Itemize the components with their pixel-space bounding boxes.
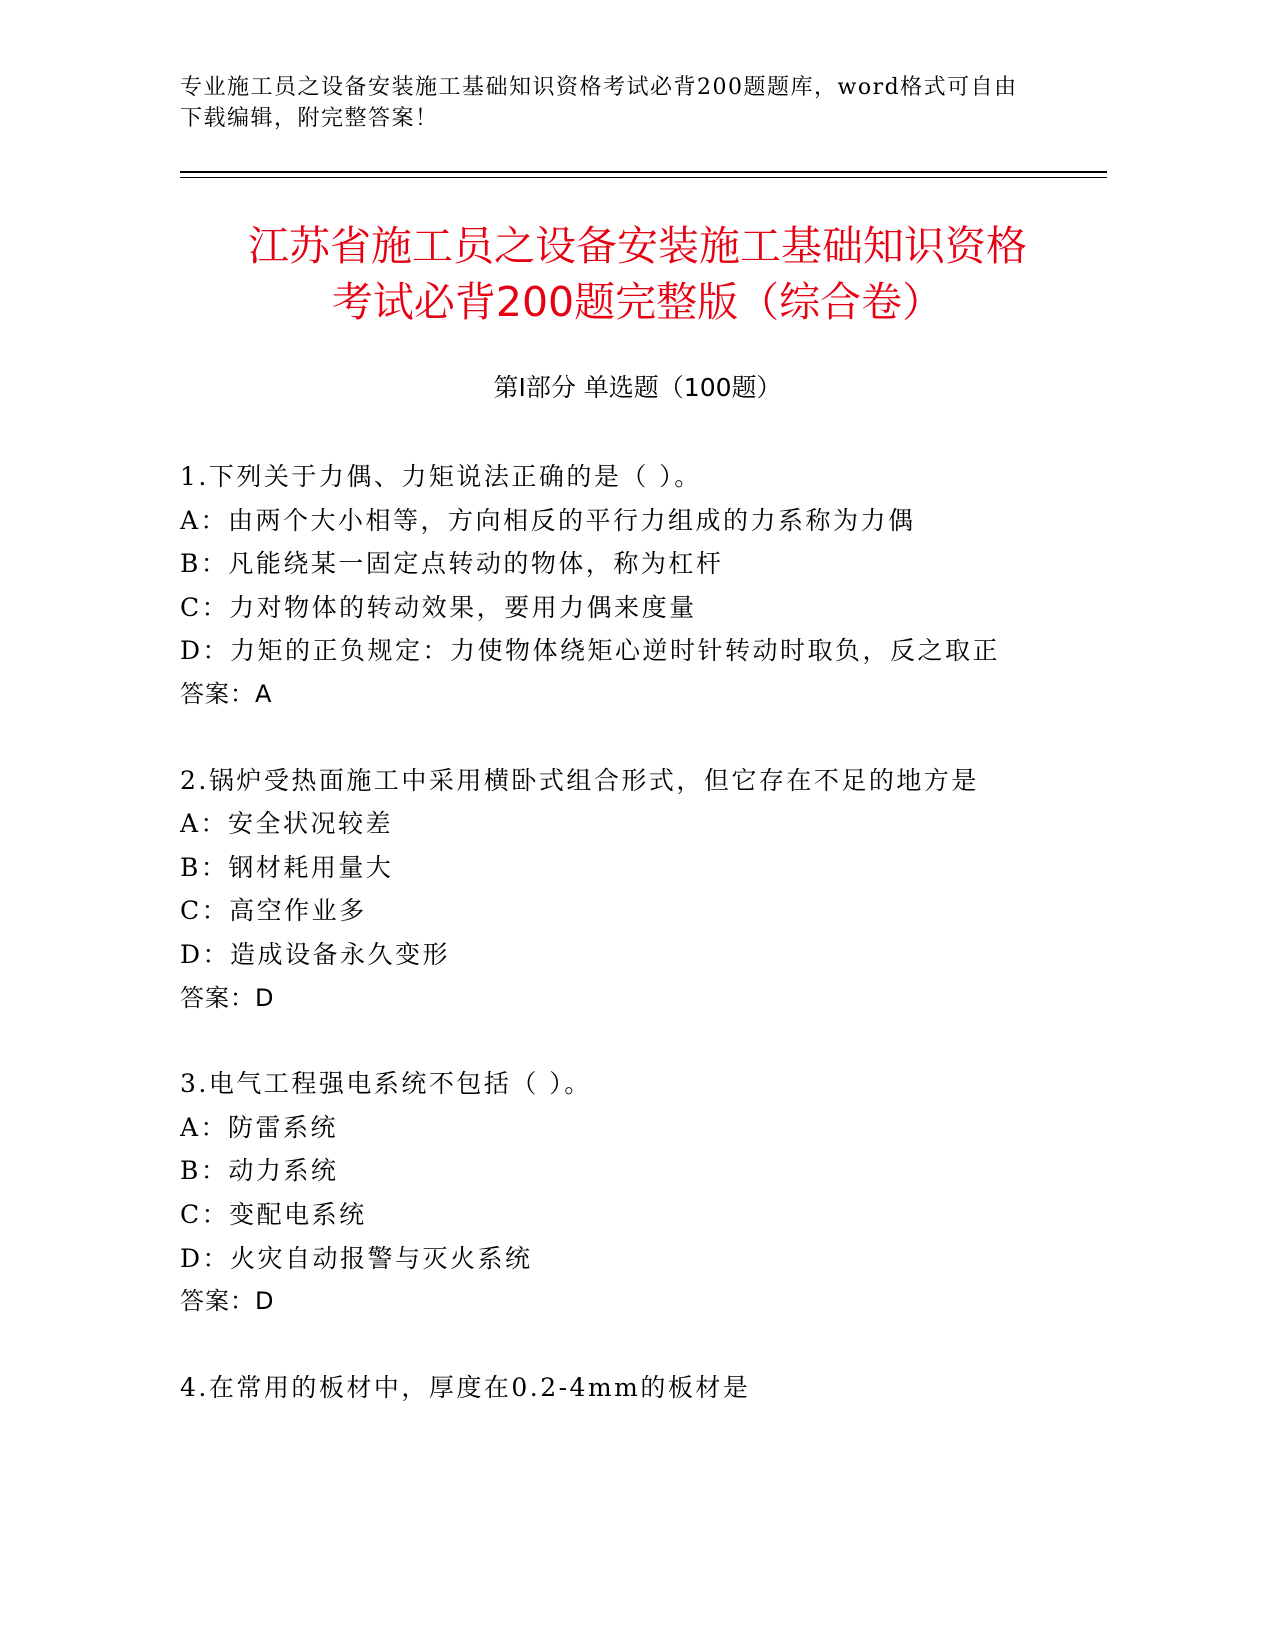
question-2	[180, 759, 1120, 1021]
option-b: B：动力系统	[180, 1156, 339, 1186]
option-d: D：造成设备永久变形	[180, 939, 451, 969]
question-list	[180, 455, 1120, 1451]
question-3	[180, 1062, 1120, 1324]
header-divider-thick	[180, 171, 1107, 173]
option-d: D：火灾自动报警与灭火系统	[180, 1243, 533, 1273]
question-stem: 4.在常用的板材中，厚度在0.2-4mm的板材是	[180, 1372, 751, 1402]
document-header	[180, 72, 1100, 134]
question-stem: 2.锅炉受热面施工中采用横卧式组合形式，但它存在不足的地方是	[180, 765, 979, 795]
title-line-2: 考试必背200题完整版（综合卷）	[331, 278, 944, 326]
header-line-2: 下载编辑，附完整答案！	[180, 106, 439, 131]
option-c: C：力对物体的转动效果，要用力偶来度量	[180, 592, 697, 622]
option-a: A：由两个大小相等，方向相反的平行力组成的力系称为力偶	[180, 505, 916, 535]
answer: 答案：A	[180, 679, 273, 708]
question-4	[180, 1366, 1120, 1410]
document-title	[150, 218, 1125, 330]
answer: 答案：D	[180, 983, 275, 1012]
option-b: B：凡能绕某一固定点转动的物体，称为杠杆	[180, 549, 724, 579]
section-title: 第Ⅰ部分 单选题（100题）	[493, 373, 782, 402]
question-stem: 3.电气工程强电系统不包括（ ）。	[180, 1069, 592, 1099]
option-a: A：安全状况较差	[180, 809, 394, 839]
option-b: B：钢材耗用量大	[180, 852, 394, 882]
option-d: D：力矩的正负规定：力使物体绕矩心逆时针转动时取负，反之取正	[180, 636, 1001, 666]
header-divider-thin	[180, 177, 1107, 178]
question-stem: 1.下列关于力偶、力矩说法正确的是（ ）。	[180, 462, 702, 491]
header-line-1: 专业施工员之设备安装施工基础知识资格考试必背200题题库，word格式可自由	[180, 75, 1018, 100]
option-a: A：防雷系统	[180, 1112, 339, 1142]
title-line-1: 江苏省施工员之设备安装施工基础知识资格	[248, 222, 1027, 270]
answer: 答案：D	[180, 1287, 275, 1316]
option-c: C：变配电系统	[180, 1199, 367, 1229]
question-1	[180, 455, 1120, 717]
option-c: C：高空作业多	[180, 896, 367, 926]
